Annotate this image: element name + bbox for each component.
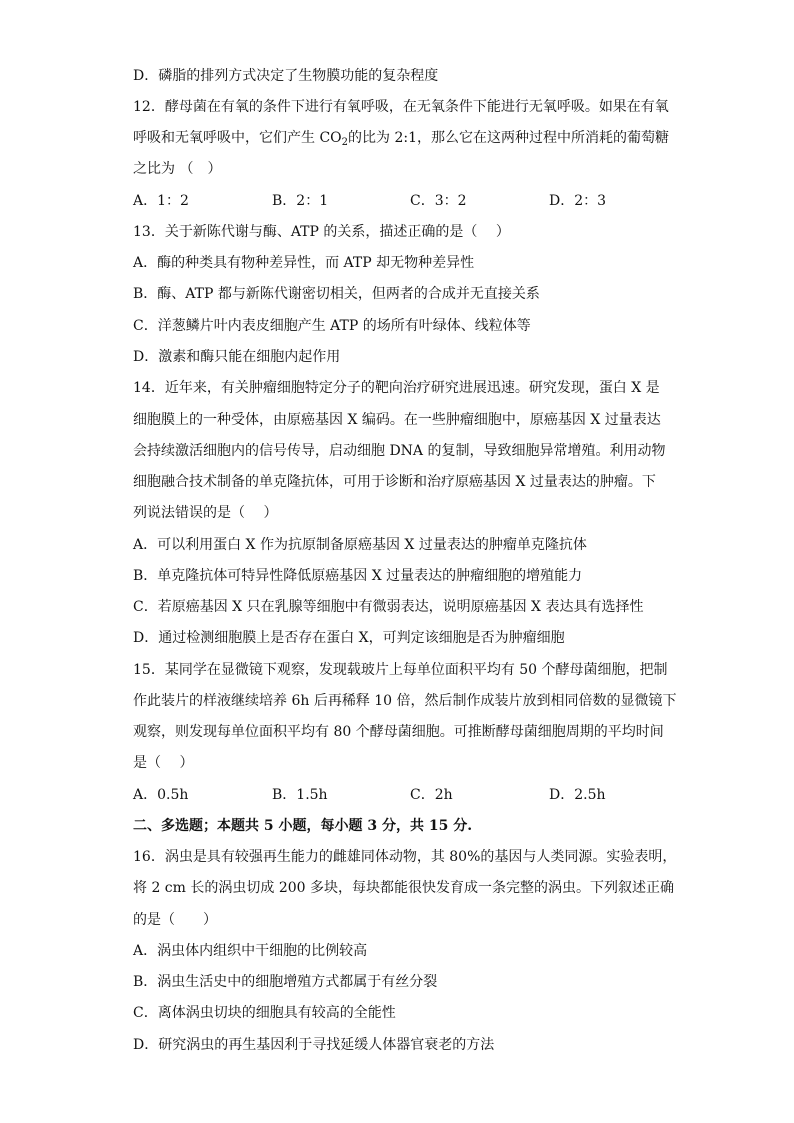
q15-stem-line2: 作此装片的样液继续培养 6h 后再稀释 10 倍，然后制作成装片放到相同倍数的显微镜下 xyxy=(133,693,677,709)
q15-stem-line4: 是（ ） xyxy=(133,755,194,771)
q15-stem-line1: 15．某同学在显微镜下观察，发现载玻片上每单位面积平均有 50 个酵母菌细胞，把制 xyxy=(133,662,668,678)
q14-stem-line1: 14．近年来，有关肿瘤细胞特定分子的靶向治疗研究进展迅速。研究发现，蛋白 X 是 xyxy=(133,380,660,396)
q13-option-b: B．酶、ATP 都与新陈代谢密切相关，但两者的合成并无直接关系 xyxy=(133,286,540,302)
q16-stem-line3: 的是（ ） xyxy=(133,912,217,928)
q14-stem-line4: 细胞融合技术制备的单克隆抗体，可用于诊断和治疗原癌基因 X 过量表达的肿瘤。下 xyxy=(133,474,656,490)
q16-option-d: D．研究涡虫的再生基因利于寻找延缓人体器官衰老的方法 xyxy=(133,1037,495,1053)
q16-option-b: B．涡虫生活史中的细胞增殖方式都属于有丝分裂 xyxy=(133,974,438,990)
q16-option-c: C．离体涡虫切块的细胞具有较高的全能性 xyxy=(133,1005,396,1021)
q12-option-d: D．2：3 xyxy=(549,193,607,209)
co2-subscript: 2 xyxy=(341,137,349,148)
q15-stem-line3: 观察，则发现每单位面积平均有 80 个酵母菌细胞。可推断酵母菌细胞周期的平均时间 xyxy=(133,724,664,740)
q15-option-a: A．0.5h xyxy=(133,787,189,803)
q16-option-a: A．涡虫体内组织中干细胞的比例较高 xyxy=(133,943,368,959)
q16-stem-line1: 16．涡虫是具有较强再生能力的雌雄同体动物，其 80%的基因与人类同源。实验表明， xyxy=(133,849,677,865)
q14-option-c: C．若原癌基因 X 只在乳腺等细胞中有微弱表达，说明原癌基因 X 表达具有选择性 xyxy=(133,599,644,615)
q12-stem-line1: 12．酵母菌在有氧的条件下进行有氧呼吸，在无氧条件下能进行无氧呼吸。如果在有氧 xyxy=(133,99,669,115)
q14-stem-line2: 细胞膜上的一种受体，由原癌基因 X 编码。在一些肿瘤细胞中，原癌基因 X 过量表达 xyxy=(133,412,661,428)
section-heading-multiple-choice: 二、多选题；本题共 5 小题，每小题 3 分，共 15 分. xyxy=(133,818,473,834)
q14-option-d: D．通过检测细胞膜上是否存在蛋白 X，可判定该细胞是否为肿瘤细胞 xyxy=(133,630,565,646)
q12-option-c: C．3：2 xyxy=(410,193,467,209)
q14-stem-line3: 会持续激活细胞内的信号传导，启动细胞 DNA 的复制，导致细胞异常增殖。利用动物 xyxy=(133,443,666,459)
q13-stem: 13．关于新陈代谢与酶、ATP 的关系，描述正确的是（ ） xyxy=(133,224,510,240)
q15-option-c: C．2h xyxy=(410,787,453,803)
q12-option-b: B．2：1 xyxy=(272,193,329,209)
q16-stem-line2: 将 2 cm 长的涡虫切成 200 多块，每块都能很快发育成一条完整的涡虫。下列叙述正确 xyxy=(133,880,674,896)
q12-stem-line2: 呼吸和无氧呼吸中，它们产生 $CO_2$的比为 2:1，那么它在这两种过程中所消耗的葡萄糖 xyxy=(133,130,669,148)
q13-option-c: C．洋葱鳞片叶内表皮细胞产生 ATP 的场所有叶绿体、线粒体等 xyxy=(133,318,531,334)
q13-option-a: A．酶的种类具有物种差异性，而 ATP 却无物种差异性 xyxy=(133,255,475,271)
q12-stem-line3: 之比为 （ ） xyxy=(133,161,222,177)
q15-option-d: D．2.5h xyxy=(549,787,606,803)
q14-stem-line5: 列说法错误的是（ ） xyxy=(133,505,278,521)
q12-option-a: A．1：2 xyxy=(133,193,189,209)
q15-option-b: B．1.5h xyxy=(272,787,328,803)
q11-option-d: D．磷脂的排列方式决定了生物膜功能的复杂程度 xyxy=(133,68,439,84)
q14-option-b: B．单克隆抗体可特异性降低原癌基因 X 过量表达的肿瘤细胞的增殖能力 xyxy=(133,568,583,584)
q13-option-d: D．激素和酶只能在细胞内起作用 xyxy=(133,349,341,365)
q14-option-a: A．可以利用蛋白 X 作为抗原制备原癌基因 X 过量表达的肿瘤单克隆抗体 xyxy=(133,537,587,553)
